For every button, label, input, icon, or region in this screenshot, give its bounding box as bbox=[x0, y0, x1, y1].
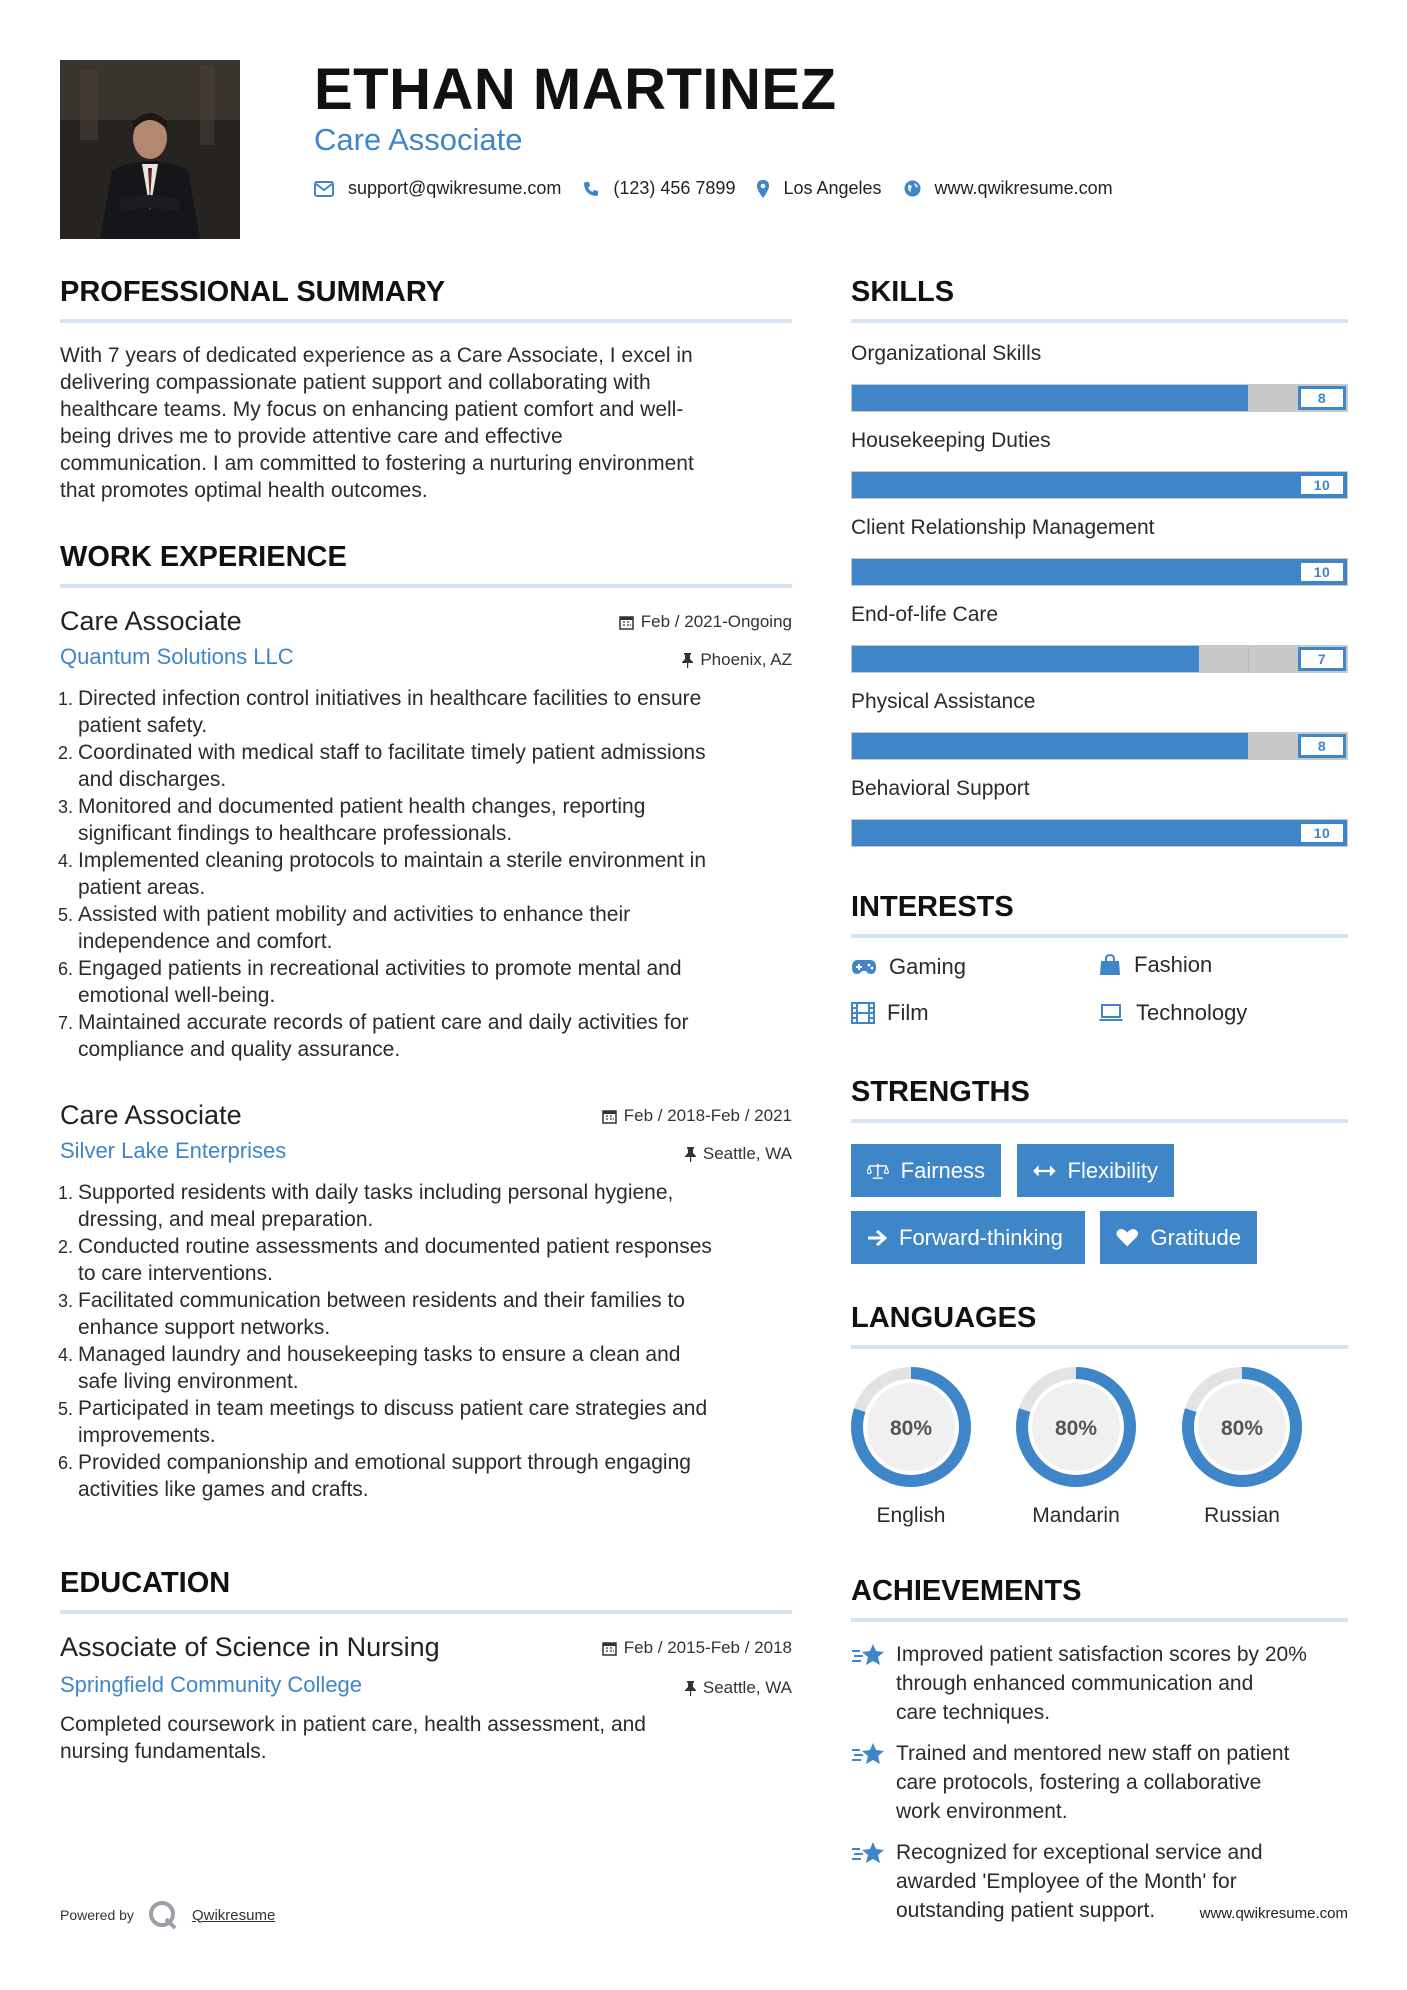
degree-name: Associate of Science in Nursing bbox=[60, 1632, 440, 1662]
education-heading: EDUCATION bbox=[60, 1567, 231, 1599]
job-bullet: 4. Implemented cleaning protocols to maintain a sterile environment in patient areas. bbox=[78, 847, 792, 901]
phone-icon bbox=[583, 181, 599, 197]
strength-tag-fairness bbox=[851, 1144, 1001, 1197]
skill-bar-fill bbox=[852, 733, 1248, 759]
language-name: Russian bbox=[1204, 1504, 1280, 1527]
skill-bar bbox=[851, 558, 1348, 586]
laptop-icon bbox=[1098, 1003, 1124, 1023]
interests-heading: INTERESTS bbox=[851, 891, 1014, 923]
strength-label: Gratitude bbox=[1150, 1224, 1241, 1250]
job-entry bbox=[60, 606, 792, 1063]
qwikresume-link[interactable]: Qwikresume bbox=[191, 1906, 276, 1924]
pushpin-icon bbox=[685, 1681, 696, 1696]
job-bullets bbox=[60, 685, 792, 1063]
job-date-text: Feb / 2021-Ongoing bbox=[640, 612, 792, 631]
achievement-item bbox=[851, 1739, 1348, 1826]
summary-line: With 7 years of dedicated experience as a Care Associate, I excel in bbox=[60, 344, 693, 367]
interest-label: Technology bbox=[1136, 1000, 1248, 1025]
job-company: Quantum Solutions LLC bbox=[60, 644, 294, 669]
education-description bbox=[60, 1711, 792, 1765]
interests-rule bbox=[851, 934, 1348, 938]
experience-rule bbox=[60, 584, 792, 588]
skill-bar-fill bbox=[852, 472, 1347, 498]
job-date bbox=[619, 612, 792, 632]
education-entry bbox=[60, 1632, 792, 1765]
profile-photo bbox=[60, 60, 240, 239]
skill-bar bbox=[851, 645, 1348, 673]
job-bullet: 6. Provided companionship and emotional support through engaging activities like games and crafts. bbox=[78, 1449, 792, 1503]
heart-icon bbox=[1116, 1227, 1139, 1248]
language-english bbox=[849, 1365, 973, 1528]
skill-value: 8 bbox=[1298, 734, 1346, 758]
arrow-right-icon bbox=[867, 1228, 887, 1248]
achievement-item bbox=[851, 1640, 1348, 1727]
skills-heading: SKILLS bbox=[851, 276, 955, 308]
summary-heading: PROFESSIONAL SUMMARY bbox=[60, 276, 446, 308]
interest-fashion bbox=[1098, 952, 1212, 978]
language-name: Mandarin bbox=[1032, 1504, 1120, 1527]
job-date bbox=[602, 1106, 792, 1126]
education-location-text: Seattle, WA bbox=[702, 1678, 792, 1697]
strengths-rule bbox=[851, 1119, 1348, 1123]
film-icon bbox=[851, 1002, 875, 1024]
calendar-icon bbox=[602, 1109, 617, 1124]
language-russian bbox=[1180, 1365, 1304, 1528]
education-location bbox=[685, 1678, 792, 1698]
job-date-text: Feb / 2018-Feb / 2021 bbox=[623, 1106, 792, 1125]
education-date-text: Feb / 2015-Feb / 2018 bbox=[623, 1638, 792, 1657]
skill-bar-fill bbox=[852, 820, 1347, 846]
shooting-star-icon bbox=[851, 1642, 885, 1668]
skill-value: 7 bbox=[1298, 647, 1346, 671]
job-bullet: 6. Engaged patients in recreational activities to promote mental and emotional well-being. bbox=[78, 955, 792, 1009]
qwikresume-logo-icon bbox=[148, 1900, 178, 1930]
job-bullet: 3. Monitored and documented patient health changes, reporting significant findings to healthcare professionals. bbox=[78, 793, 792, 847]
achievement-line: Recognized for exceptional service and bbox=[896, 1841, 1263, 1864]
skill-bar-fill bbox=[852, 385, 1248, 411]
powered-by-text: Powered by bbox=[60, 1907, 134, 1923]
powered-by bbox=[60, 1900, 275, 1930]
job-bullet: 1. Supported residents with daily tasks including personal hygiene, dressing, and meal preparation. bbox=[78, 1179, 792, 1233]
interest-gaming bbox=[851, 954, 966, 980]
achievement-line: awarded 'Employee of the Month' for bbox=[896, 1870, 1237, 1893]
job-bullet: 7. Maintained accurate records of patient care and daily activities for compliance and quality assurance. bbox=[78, 1009, 792, 1063]
language-ring bbox=[849, 1365, 973, 1489]
job-bullet: 2. Conducted routine assessments and documented patient responses to care interventions. bbox=[78, 1233, 792, 1287]
job-role: Care Associate bbox=[60, 606, 242, 636]
contact-email[interactable] bbox=[314, 178, 561, 199]
skill-bar bbox=[851, 819, 1348, 847]
summary-rule bbox=[60, 319, 792, 323]
language-percent: 80% bbox=[1220, 1417, 1264, 1440]
education-line: Completed coursework in patient care, health assessment, and bbox=[60, 1713, 646, 1736]
skills-list bbox=[851, 342, 1348, 862]
strengths-heading: STRENGTHS bbox=[851, 1076, 1030, 1108]
shooting-star-icon bbox=[851, 1840, 885, 1866]
skill-name: Physical Assistance bbox=[851, 690, 1036, 713]
job-bullets bbox=[60, 1179, 792, 1503]
strength-label: Flexibility bbox=[1067, 1157, 1158, 1183]
skill-name: End-of-life Care bbox=[851, 603, 999, 626]
interest-label: Fashion bbox=[1134, 952, 1213, 977]
languages-heading: LANGUAGES bbox=[851, 1302, 1037, 1334]
job-bullet: 3. Facilitated communication between residents and their families to enhance support networks. bbox=[78, 1287, 792, 1341]
strength-tag-flexibility bbox=[1017, 1144, 1174, 1197]
skill-name: Housekeeping Duties bbox=[851, 429, 1051, 452]
job-bullet: 1. Directed infection control initiatives in healthcare facilities to ensure patient safety. bbox=[78, 685, 792, 739]
gamepad-icon bbox=[851, 958, 877, 976]
arrows-horizontal-icon bbox=[1033, 1164, 1056, 1178]
achievement-line: Improved patient satisfaction scores by 20% bbox=[896, 1643, 1307, 1666]
skill-value: 10 bbox=[1298, 821, 1346, 845]
skill-bar-segment bbox=[1248, 646, 1249, 672]
candidate-title: Care Associate bbox=[314, 122, 523, 157]
summary-line: being drives me to provide attentive care and effective bbox=[60, 425, 563, 448]
interest-label: Gaming bbox=[889, 954, 967, 979]
skill-bar-fill bbox=[852, 646, 1199, 672]
job-location-text: Seattle, WA bbox=[702, 1144, 792, 1163]
summary-line: that promotes optimal health outcomes. bbox=[60, 479, 428, 502]
skill-item bbox=[851, 777, 1348, 841]
achievement-line: work environment. bbox=[896, 1800, 1068, 1823]
achievement-line: outstanding patient support. bbox=[896, 1899, 1156, 1922]
achievement-line: Trained and mentored new staff on patient bbox=[896, 1742, 1290, 1765]
experience-heading: WORK EXPERIENCE bbox=[60, 541, 347, 573]
job-bullet: 5. Participated in team meetings to discuss patient care strategies and improvements. bbox=[78, 1395, 792, 1449]
skills-rule bbox=[851, 319, 1348, 323]
website-text: www.qwikresume.com bbox=[934, 178, 1113, 198]
skill-item bbox=[851, 603, 1348, 667]
achievements-rule bbox=[851, 1618, 1348, 1622]
language-ring bbox=[1180, 1365, 1304, 1489]
skill-value: 10 bbox=[1298, 473, 1346, 497]
language-ring bbox=[1014, 1365, 1138, 1489]
phone-text: (123) 456 7899 bbox=[613, 178, 736, 198]
contact-phone[interactable] bbox=[583, 178, 735, 199]
achievement-line: through enhanced communication and bbox=[896, 1672, 1254, 1695]
globe-icon bbox=[904, 180, 921, 197]
skill-bar bbox=[851, 384, 1348, 412]
language-name: English bbox=[876, 1504, 946, 1527]
language-percent: 80% bbox=[1054, 1417, 1098, 1440]
skill-name: Organizational Skills bbox=[851, 342, 1042, 365]
language-mandarin bbox=[1014, 1365, 1138, 1528]
skill-item bbox=[851, 690, 1348, 754]
achievement-line: care techniques. bbox=[896, 1701, 1051, 1724]
job-location-text: Phoenix, AZ bbox=[700, 650, 792, 669]
skill-value: 8 bbox=[1298, 386, 1346, 410]
job-location bbox=[685, 1144, 792, 1164]
languages-rule bbox=[851, 1345, 1348, 1349]
language-percent: 80% bbox=[889, 1417, 933, 1440]
summary-line: healthcare teams. My focus on enhancing patient comfort and well- bbox=[60, 398, 684, 421]
education-date bbox=[602, 1638, 792, 1658]
interest-film bbox=[851, 1000, 929, 1026]
job-bullet: 5. Assisted with patient mobility and activities to enhance their independence and comfort. bbox=[78, 901, 792, 955]
job-bullet: 4. Managed laundry and housekeeping tasks to ensure a clean and safe living environment. bbox=[78, 1341, 792, 1395]
achievements-heading: ACHIEVEMENTS bbox=[851, 1575, 1082, 1607]
calendar-icon bbox=[619, 615, 634, 630]
job-role: Care Associate bbox=[60, 1100, 242, 1130]
envelope-icon bbox=[314, 181, 334, 197]
interest-technology bbox=[1098, 1000, 1247, 1026]
strength-tag-forward-thinking bbox=[851, 1211, 1085, 1264]
skill-bar bbox=[851, 732, 1348, 760]
school-name: Springfield Community College bbox=[60, 1672, 363, 1697]
skill-bar bbox=[851, 471, 1348, 499]
summary-line: delivering compassionate patient support and collaborating with bbox=[60, 371, 651, 394]
footer-url[interactable]: www.qwikresume.com bbox=[1199, 1905, 1348, 1922]
shopping-bag-icon bbox=[1098, 953, 1122, 977]
contact-website[interactable] bbox=[904, 178, 1113, 199]
map-pin-icon bbox=[757, 180, 769, 198]
shooting-star-icon bbox=[851, 1741, 885, 1767]
skill-name: Behavioral Support bbox=[851, 777, 1030, 800]
pushpin-icon bbox=[685, 1147, 696, 1162]
job-entry bbox=[60, 1100, 792, 1503]
location-text: Los Angeles bbox=[783, 178, 882, 198]
skill-item bbox=[851, 342, 1348, 406]
email-text: support@qwikresume.com bbox=[348, 178, 562, 198]
skill-item bbox=[851, 429, 1348, 493]
summary-text bbox=[60, 342, 792, 504]
contact-location bbox=[757, 178, 881, 199]
skill-value: 10 bbox=[1298, 560, 1346, 584]
summary-line: communication. I am committed to fostering a nurturing environment bbox=[60, 452, 694, 475]
achievement-line: care protocols, fostering a collaborative bbox=[896, 1771, 1262, 1794]
education-line: nursing fundamentals. bbox=[60, 1740, 267, 1763]
education-rule bbox=[60, 1610, 792, 1614]
strength-label: Forward-thinking bbox=[899, 1224, 1063, 1250]
balance-scale-icon bbox=[867, 1160, 889, 1182]
contact-bar bbox=[314, 178, 1135, 199]
pushpin-icon bbox=[682, 653, 693, 668]
interest-label: Film bbox=[887, 1000, 929, 1025]
skill-item bbox=[851, 516, 1348, 580]
job-bullet: 2. Coordinated with medical staff to facilitate timely patient admissions and discharges. bbox=[78, 739, 792, 793]
strength-label: Fairness bbox=[900, 1157, 985, 1183]
strength-tag-gratitude bbox=[1100, 1211, 1257, 1264]
skill-name: Client Relationship Management bbox=[851, 516, 1155, 539]
calendar-icon bbox=[602, 1641, 617, 1656]
job-location bbox=[682, 650, 792, 670]
skill-bar-fill bbox=[852, 559, 1347, 585]
candidate-name: ETHAN MARTINEZ bbox=[314, 57, 837, 122]
job-company: Silver Lake Enterprises bbox=[60, 1138, 287, 1163]
